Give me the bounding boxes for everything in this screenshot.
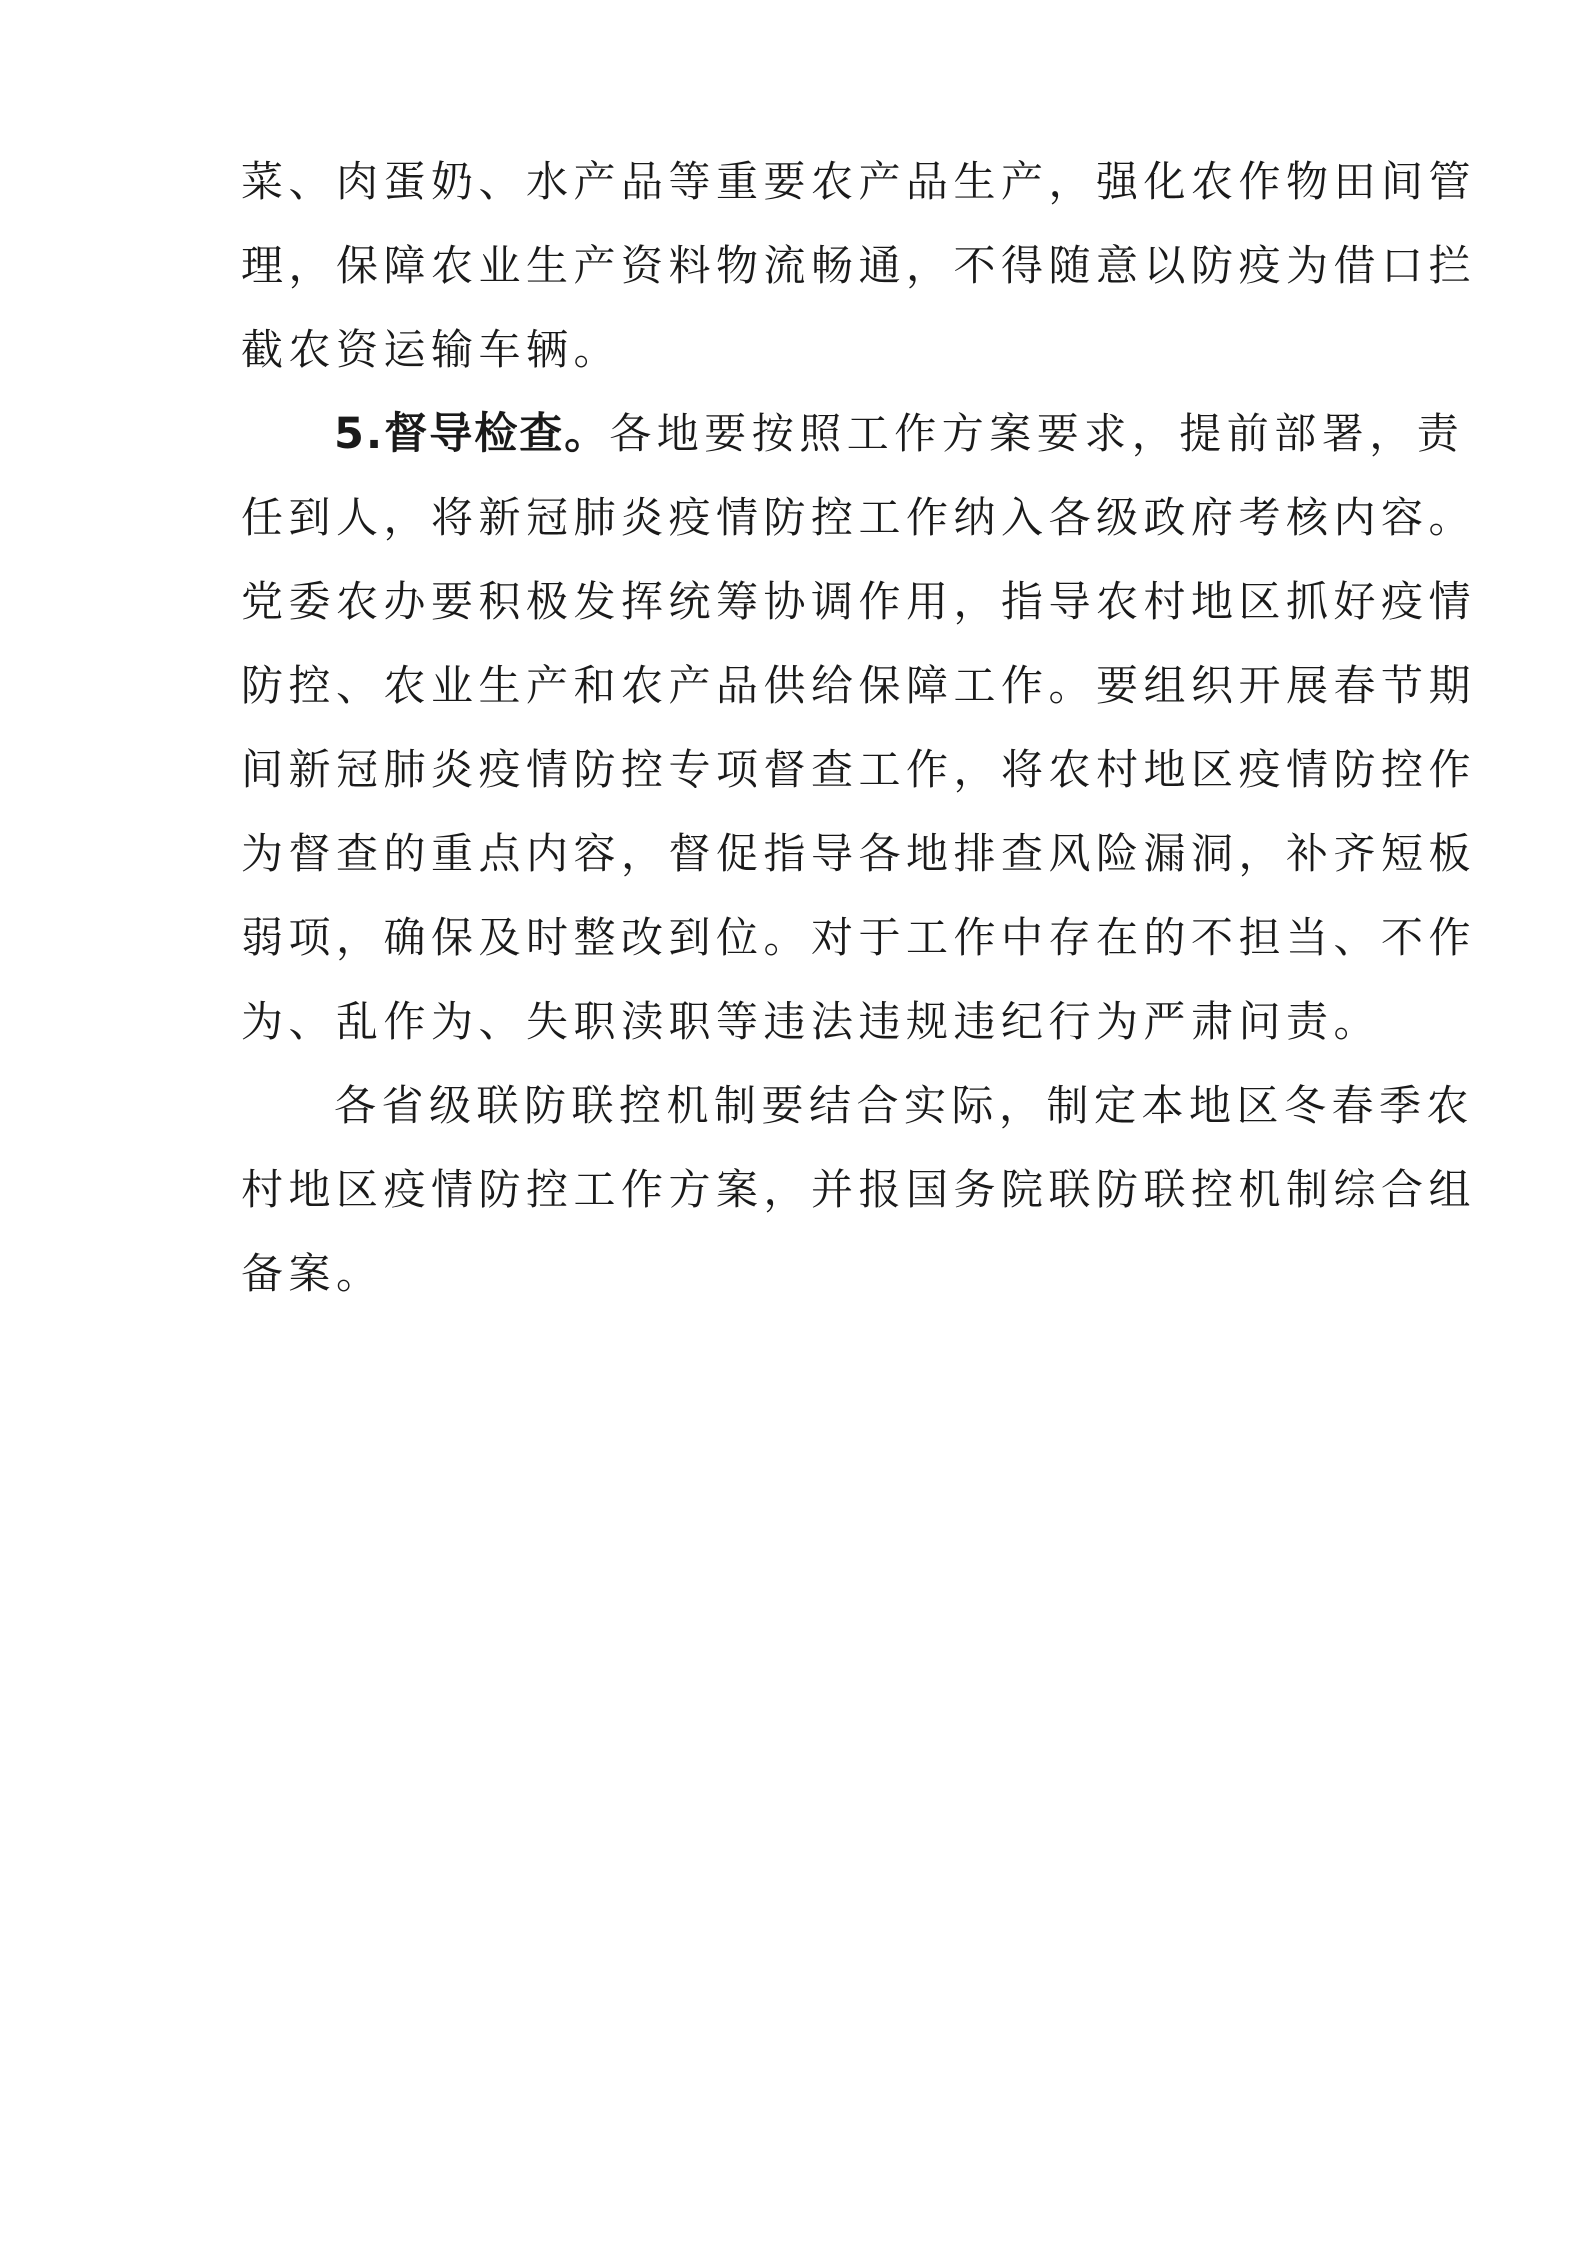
text-line: 为、乱作为、失职渎职等违法违规违纪行为严肃问责。 [241, 997, 1382, 1046]
text-line: 党委农办要积极发挥统筹协调作用，指导农村地区抓好疫情 [241, 577, 1477, 626]
document-body [241, 140, 1477, 1316]
text-line: 任到人，将新冠肺炎疫情防控工作纳入各级政府考核内容。 [241, 493, 1477, 542]
text-line: 菜、肉蛋奶、水产品等重要农产品生产，强化农作物田间管 [241, 157, 1477, 206]
text-line: 为督查的重点内容，督促指导各地排查风险漏洞，补齐短板 [241, 829, 1477, 878]
paragraph-provincial [241, 1064, 1477, 1316]
text-line: 备案。 [241, 1249, 384, 1298]
text-line: 防控、农业生产和农产品供给保障工作。要组织开展春节期 [241, 661, 1477, 710]
section-heading: 5.督导检查。 [334, 409, 610, 459]
text-line: 理，保障农业生产资料物流畅通，不得随意以防疫为借口拦 [241, 241, 1477, 290]
text-line: 截农资运输车辆。 [241, 325, 622, 374]
text-line: 间新冠肺炎疫情防控专项督查工作，将农村地区疫情防控作 [241, 745, 1477, 794]
text-line [241, 392, 1465, 476]
paragraph-continuation [241, 140, 1477, 392]
text-line: 村地区疫情防控工作方案，并报国务院联防联控机制综合组 [241, 1165, 1477, 1214]
text-span: 各地要按照工作方案要求，提前部署，责 [609, 409, 1465, 458]
paragraph-supervision [241, 392, 1477, 1064]
text-line: 弱项，确保及时整改到位。对于工作中存在的不担当、不作 [241, 913, 1477, 962]
text-line: 各省级联防联控机制要结合实际，制定本地区冬春季农 [334, 1081, 1475, 1130]
